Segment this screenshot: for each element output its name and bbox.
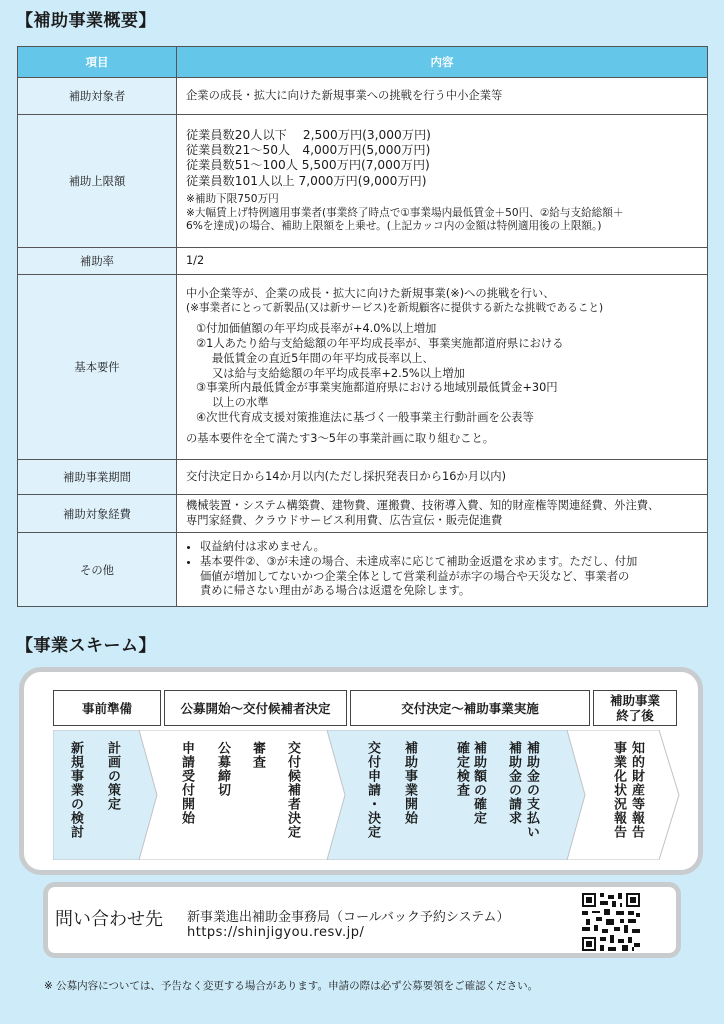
table-row-other <box>18 533 708 607</box>
req-3-cont: 以上の水準 <box>212 396 269 410</box>
phase-preparation: 事前準備 <box>53 690 161 726</box>
req-closing: の基本要件を全て満たす3～5年の事業計画に取り組むこと。 <box>186 432 495 446</box>
contact-url[interactable]: https://shinjigyou.resv.jp/ <box>187 925 365 940</box>
step-claim: 補助金の請求 <box>506 741 521 825</box>
step-payment: 補助金の支払い <box>524 741 539 839</box>
period-label: 補助事業期間 <box>18 460 177 495</box>
target-label: 補助対象者 <box>18 78 177 115</box>
step-project-start: 補助事業開始 <box>402 741 417 825</box>
limit-label: 補助上限額 <box>18 115 177 248</box>
limit-note-min: ※補助下限750万円 <box>186 192 279 205</box>
step-deadline: 公募締切 <box>215 741 230 797</box>
phase-after <box>593 690 677 726</box>
limit-content <box>177 115 708 248</box>
header-content: 内容 <box>177 47 708 78</box>
step-screening: 審査 <box>250 741 265 769</box>
step-commercial-report: 事業化状況報告 <box>611 741 626 839</box>
other-bullet-2 <box>200 555 698 600</box>
step-review-new-business: 新規事業の検討 <box>68 741 83 839</box>
other-label: その他 <box>18 533 177 607</box>
table-row-expenses <box>18 495 708 533</box>
phase-after-line: 終了後 <box>616 708 654 723</box>
period-text: 交付決定日から14か月以内(ただし採択発表日から16か月以内) <box>177 460 708 495</box>
arrow-stage-2 <box>139 730 351 860</box>
req-3: ③事業所内最低賃金が事業実施都道府県における地域別最低賃金+30円 <box>196 381 558 395</box>
target-text: 企業の成長・拡大に向けた新規事業への挑戦を行う中小企業等 <box>177 78 708 115</box>
contact-office: 新事業進出補助金事務局（コールバック予約システム） <box>187 910 510 925</box>
step-inspection: 確定検査 <box>454 741 469 797</box>
expenses-line: 機械装置・システム構築費、建物費、運搬費、技術導入費、知的財産権等関連経費、外注費、 <box>186 498 660 512</box>
step-candidate-decision: 交付候補者決定 <box>285 741 300 839</box>
req-intro: 中小企業等が、企業の成長・拡大に向けた新規事業(※)への挑戦を行い、 <box>186 286 555 300</box>
expenses-line: 専門家経費、クラウドサービス利用費、広告宣伝・販売促進費 <box>186 513 503 527</box>
footnote: ※ 公募内容については、予告なく変更する場合があります。申請の際は必ず公募要領をご確認ください。 <box>44 980 539 992</box>
table-row-target <box>18 78 708 115</box>
other-bullet-1: • 収益納付は求めません。 <box>200 540 698 555</box>
summary-title: 【補助事業概要】 <box>16 11 156 31</box>
req-2-cont: 又は給与支給総額の年平均成長率+2.5%以上増加 <box>212 366 465 380</box>
table-header-row <box>18 47 708 78</box>
limit-note-special-cont: 6%を達成)の場合、補助上限額を上乗せ。(上記カッコ内の金額は特例適用後の上限額。) <box>186 220 602 233</box>
req-2-cont: 最低賃金の直近5年間の年平均成長率以上、 <box>212 351 434 365</box>
step-amount-fixed: 補助額の確定 <box>471 741 486 825</box>
scheme-title: 【事業スキーム】 <box>16 636 156 656</box>
req-2: ②1人あたり給与支給総額の年平均成長率が、事業実施都道府県における <box>196 336 564 350</box>
step-ip-report: 知的財産等報告 <box>629 741 644 839</box>
requirements-content <box>177 275 708 460</box>
step-plan: 計画の策定 <box>105 741 120 811</box>
table-row-rate <box>18 248 708 275</box>
rate-label: 補助率 <box>18 248 177 275</box>
step-accept-start: 申請受付開始 <box>179 741 194 825</box>
requirements-label: 基本要件 <box>18 275 177 460</box>
req-4: ④次世代育成支援対策推進法に基づく一般事業主行動計画を公表等 <box>196 411 534 425</box>
phase-application: 公募開始～交付候補者決定 <box>164 690 347 726</box>
step-grant-decision: 交付申請・決定 <box>365 741 380 839</box>
table-row-requirements <box>18 275 708 460</box>
other-bullet-2-line: 責めに帰さない理由がある場合は返還を免除します。 <box>200 584 471 598</box>
phase-after-line: 補助事業 <box>609 693 660 708</box>
phase-execution: 交付決定～補助事業実施 <box>350 690 590 726</box>
limit-line: 従業員数51～100人 5,500万円(7,000万円) <box>186 158 430 173</box>
expenses-content <box>177 495 708 533</box>
limit-note-special: ※大幅賃上げ特例適用事業者(事業終了時点で①事業場内最低賃金＋50円、②給与支給総額＋ <box>186 206 624 219</box>
limit-line: 従業員数21～50人 4,000万円(5,000万円) <box>186 143 431 158</box>
req-intro-note: (※事業者にとって新製品(又は新サービス)を新規顧客に提供する新たな挑戦であること) <box>186 301 604 314</box>
other-list <box>186 540 698 600</box>
other-content <box>177 533 708 607</box>
other-bullet-2-line: 価値が増加してないかつ企業全体として営業利益が赤字の場合や天災など、事業者の <box>200 569 630 583</box>
rate-text: 1/2 <box>177 248 708 275</box>
qr-code-icon[interactable] <box>582 893 640 951</box>
req-1: ①付加価値額の年平均成長率が+4.0%以上増加 <box>196 321 437 335</box>
table-row-period <box>18 460 708 495</box>
expenses-label: 補助対象経費 <box>18 495 177 533</box>
limit-line: 従業員数101人以上 7,000万円(9,000万円) <box>186 173 427 188</box>
limit-line: 従業員数20人以下 2,500万円(3,000万円) <box>186 127 431 142</box>
summary-table <box>17 46 708 607</box>
contact-label: 問い合わせ先 <box>55 909 163 930</box>
other-bullet-2-line: • 基本要件②、③が未達の場合、未達成率に応じて補助金返還を求めます。ただし、付加 <box>200 554 638 568</box>
table-row-limit <box>18 115 708 248</box>
header-item: 項目 <box>18 47 177 78</box>
